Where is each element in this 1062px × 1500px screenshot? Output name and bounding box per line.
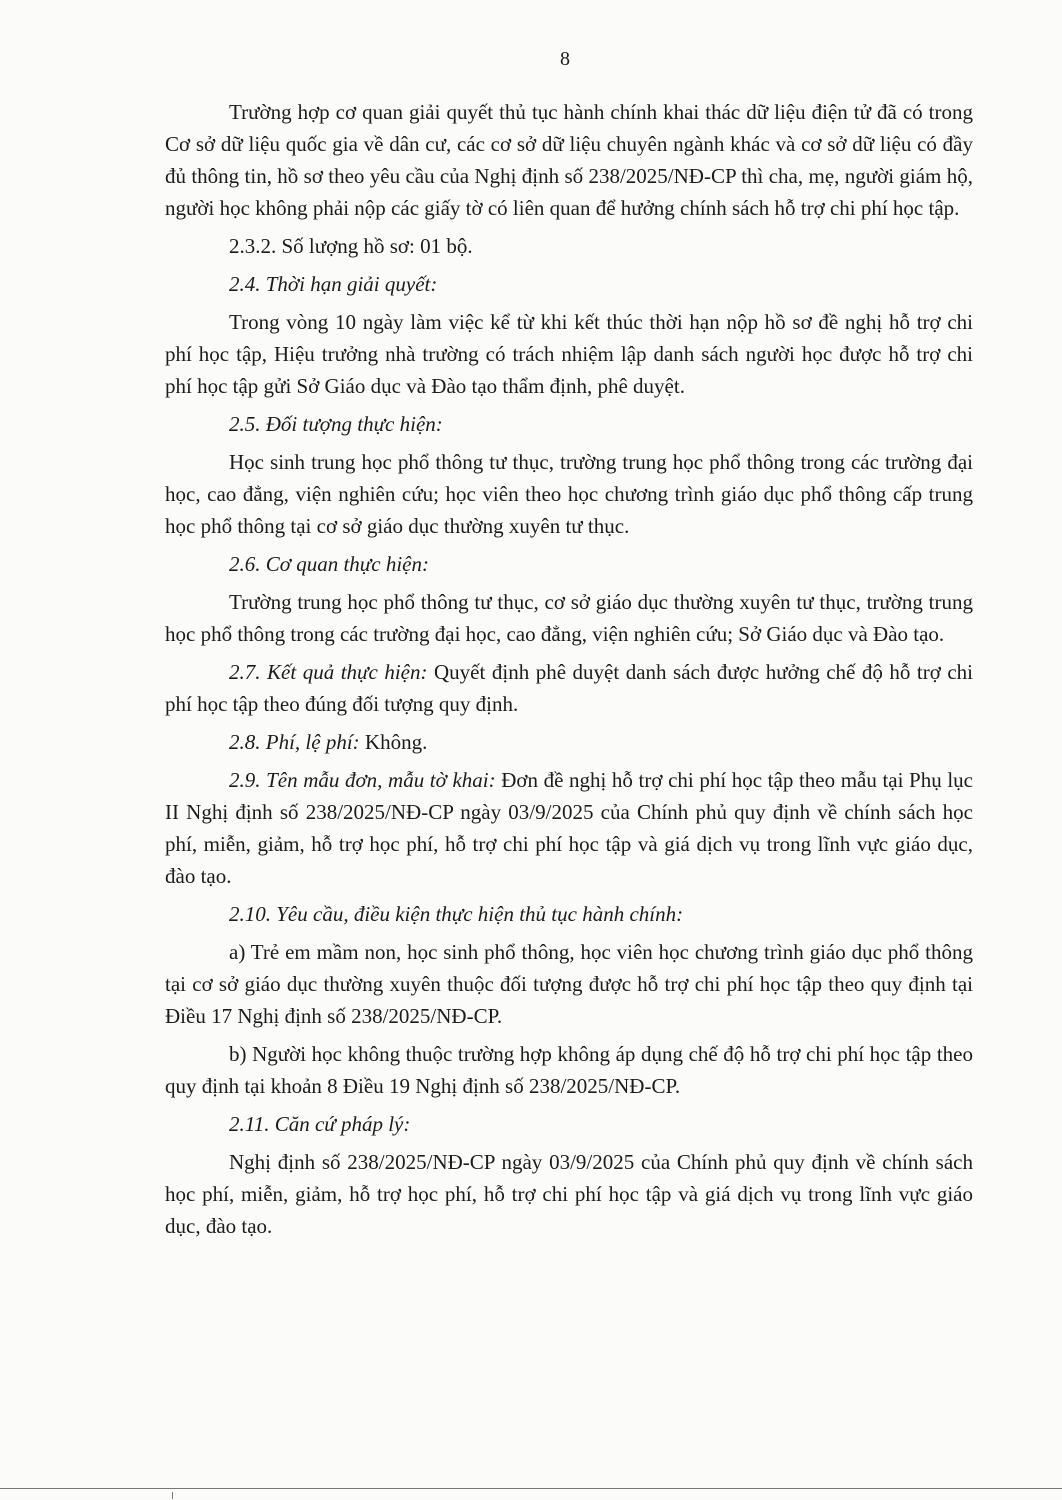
label-forms: 2.9. Tên mẫu đơn, mẫu tờ khai: (229, 768, 496, 792)
paragraph-number-of-dossiers: 2.3.2. Số lượng hồ sơ: 01 bộ. (229, 234, 473, 258)
text-fees: Không. (359, 730, 428, 754)
paragraph-fees (165, 726, 973, 758)
paragraph-results (165, 656, 973, 720)
heading-subjects: 2.5. Đối tượng thực hiện: (229, 412, 443, 436)
document-body (165, 96, 973, 1242)
paragraph-requirement-b: b) Người học không thuộc trường hợp không áp dụng chế độ hỗ trợ chi phí học tập theo quy định tại khoản 8 Điều 19 Nghị định số 238/2025/NĐ-CP. (165, 1042, 973, 1098)
page-number: 8 (560, 48, 570, 70)
paragraph-requirement-a: a) Trẻ em mầm non, học sinh phổ thông, học viên học chương trình giáo dục phổ thông tại cơ sở giáo dục thường xuyên thuộc đối tượng được hỗ trợ chi phí học tập theo quy định tại Điều 17 Nghị định số 238/2025/NĐ-CP. (165, 940, 973, 1028)
paragraph-subjects: Học sinh trung học phổ thông tư thục, trường trung học phổ thông trong các trường đại học, cao đẳng, viện nghiên cứu; học viên theo học chương trình giáo dục phổ thông cấp trung học phổ thông tại cơ sở giáo dục thường xuyên tư thục. (165, 450, 973, 538)
label-fees: 2.8. Phí, lệ phí: (229, 730, 360, 754)
heading-implementing-agency: 2.6. Cơ quan thực hiện: (229, 552, 429, 576)
heading-time-limit: 2.4. Thời hạn giải quyết: (229, 272, 438, 296)
paragraph-implementing-agency: Trường trung học phổ thông tư thục, cơ sở giáo dục thường xuyên tư thục, trường trung học phổ thông trong các trường đại học, cao đẳng, viện nghiên cứu; Sở Giáo dục và Đào tạo. (165, 590, 973, 646)
scan-bottom-edge (0, 1488, 1062, 1489)
paragraph-data-exploitation: Trường hợp cơ quan giải quyết thủ tục hành chính khai thác dữ liệu điện tử đã có trong Cơ sở dữ liệu quốc gia về dân cư, các cơ sở dữ liệu chuyên ngành khác và cơ sở dữ liệu có đầy đủ thông tin, hồ sơ theo yêu cầu của Nghị định số 238/2025/NĐ-CP thì cha, mẹ, người giám hộ, người học không phải nộp các giấy tờ có liên quan để hưởng chính sách hỗ trợ chi phí học tập. (165, 100, 973, 220)
paragraph-forms (165, 764, 973, 892)
scan-edge-mark (172, 1492, 173, 1499)
paragraph-time-limit: Trong vòng 10 ngày làm việc kể từ khi kết thúc thời hạn nộp hồ sơ đề nghị hỗ trợ chi phí học tập, Hiệu trưởng nhà trường có trách nhiệm lập danh sách người học được hỗ trợ chi phí học tập gửi Sở Giáo dục và Đào tạo thẩm định, phê duyệt. (165, 310, 973, 398)
heading-requirements: 2.10. Yêu cầu, điều kiện thực hiện thủ tục hành chính: (229, 902, 684, 926)
text-results: Quyết định phê duyệt danh sách được hưởng chế độ hỗ trợ chi phí học tập theo đúng đối tượng quy định. (165, 660, 974, 716)
label-results: 2.7. Kết quả thực hiện: (229, 660, 428, 684)
heading-legal-basis: 2.11. Căn cứ pháp lý: (229, 1112, 411, 1136)
paragraph-legal-basis: Nghị định số 238/2025/NĐ-CP ngày 03/9/2025 của Chính phủ quy định về chính sách học phí, miễn, giảm, hỗ trợ học phí, hỗ trợ chi phí học tập và giá dịch vụ trong lĩnh vực giáo dục, đào tạo. (165, 1150, 973, 1238)
text-forms: Đơn đề nghị hỗ trợ chi phí học tập theo mẫu tại Phụ lục II Nghị định số 238/2025/NĐ-CP ngày 03/9/2025 của Chính phủ quy định về chính sách học phí, miễn, giảm, hỗ trợ học phí, hỗ trợ chi phí học tập và giá dịch vụ trong lĩnh vực giáo dục, đào tạo. (165, 768, 973, 888)
